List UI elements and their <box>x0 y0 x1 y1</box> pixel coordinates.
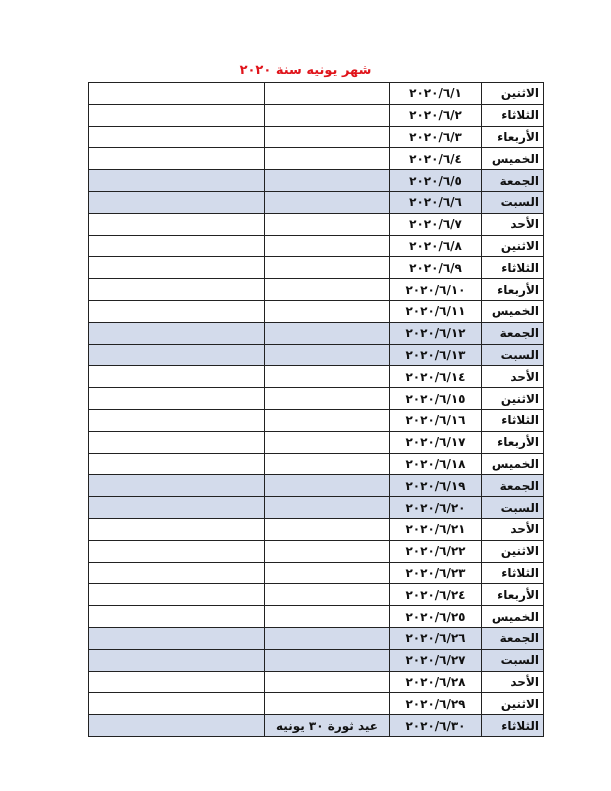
note-cell <box>265 475 390 497</box>
day-cell: الجمعة <box>482 475 544 497</box>
note-cell <box>265 191 390 213</box>
day-cell: الأحد <box>482 213 544 235</box>
table-row <box>89 344 544 366</box>
note-cell <box>265 671 390 693</box>
empty-cell <box>89 148 265 170</box>
date-cell: ٢٠٢٠/٦/٢٤ <box>390 584 482 606</box>
date-cell: ٢٠٢٠/٦/٢٩ <box>390 693 482 715</box>
day-cell: الجمعة <box>482 322 544 344</box>
date-cell: ٢٠٢٠/٦/٢٥ <box>390 606 482 628</box>
date-cell: ٢٠٢٠/٦/٢٨ <box>390 671 482 693</box>
note-cell <box>265 409 390 431</box>
note-cell <box>265 431 390 453</box>
empty-cell <box>89 475 265 497</box>
day-cell: الأربعاء <box>482 126 544 148</box>
date-cell: ٢٠٢٠/٦/٢١ <box>390 518 482 540</box>
day-cell: الثلاثاء <box>482 104 544 126</box>
table-row <box>89 170 544 192</box>
note-cell <box>265 257 390 279</box>
note-cell <box>265 235 390 257</box>
empty-cell <box>89 649 265 671</box>
june-calendar-table <box>88 82 544 737</box>
table-row <box>89 366 544 388</box>
date-cell: ٢٠٢٠/٦/٢ <box>390 104 482 126</box>
empty-cell <box>89 366 265 388</box>
table-row <box>89 409 544 431</box>
date-cell: ٢٠٢٠/٦/٧ <box>390 213 482 235</box>
date-cell: ٢٠٢٠/٦/١٣ <box>390 344 482 366</box>
table-row <box>89 104 544 126</box>
empty-cell <box>89 170 265 192</box>
day-cell: الاثنين <box>482 235 544 257</box>
note-cell <box>265 170 390 192</box>
table-row <box>89 300 544 322</box>
table-row <box>89 126 544 148</box>
date-cell: ٢٠٢٠/٦/١١ <box>390 300 482 322</box>
day-cell: السبت <box>482 191 544 213</box>
table-row <box>89 497 544 519</box>
table-row <box>89 518 544 540</box>
note-cell <box>265 584 390 606</box>
day-cell: الخميس <box>482 300 544 322</box>
empty-cell <box>89 671 265 693</box>
date-cell: ٢٠٢٠/٦/٢٢ <box>390 540 482 562</box>
empty-cell <box>89 235 265 257</box>
table-row <box>89 191 544 213</box>
table-row <box>89 540 544 562</box>
table-row <box>89 475 544 497</box>
day-cell: الخميس <box>482 453 544 475</box>
empty-cell <box>89 431 265 453</box>
day-cell: الاثنين <box>482 83 544 105</box>
note-cell <box>265 649 390 671</box>
note-cell <box>265 627 390 649</box>
day-cell: الاثنين <box>482 388 544 410</box>
day-cell: الجمعة <box>482 627 544 649</box>
note-cell <box>265 366 390 388</box>
date-cell: ٢٠٢٠/٦/١٧ <box>390 431 482 453</box>
day-cell: السبت <box>482 344 544 366</box>
date-cell: ٢٠٢٠/٦/٨ <box>390 235 482 257</box>
note-cell <box>265 322 390 344</box>
date-cell: ٢٠٢٠/٦/١٦ <box>390 409 482 431</box>
note-cell <box>265 606 390 628</box>
day-cell: الأحد <box>482 366 544 388</box>
note-cell <box>265 518 390 540</box>
table-row <box>89 213 544 235</box>
table-row <box>89 322 544 344</box>
date-cell: ٢٠٢٠/٦/٢٧ <box>390 649 482 671</box>
day-cell: الخميس <box>482 606 544 628</box>
day-cell: الثلاثاء <box>482 715 544 737</box>
note-cell <box>265 562 390 584</box>
day-cell: الاثنين <box>482 540 544 562</box>
day-cell: الخميس <box>482 148 544 170</box>
date-cell: ٢٠٢٠/٦/١٩ <box>390 475 482 497</box>
table-row <box>89 388 544 410</box>
empty-cell <box>89 344 265 366</box>
page-title: شهر يونيه سنة ٢٠٢٠ <box>239 63 372 78</box>
empty-cell <box>89 388 265 410</box>
table-row <box>89 584 544 606</box>
day-cell: الأربعاء <box>482 584 544 606</box>
note-cell <box>265 213 390 235</box>
table-row <box>89 693 544 715</box>
date-cell: ٢٠٢٠/٦/٣٠ <box>390 715 482 737</box>
day-cell: السبت <box>482 649 544 671</box>
empty-cell <box>89 715 265 737</box>
day-cell: السبت <box>482 497 544 519</box>
empty-cell <box>89 518 265 540</box>
table-row <box>89 235 544 257</box>
date-cell: ٢٠٢٠/٦/١٤ <box>390 366 482 388</box>
empty-cell <box>89 693 265 715</box>
note-cell <box>265 126 390 148</box>
empty-cell <box>89 322 265 344</box>
date-cell: ٢٠٢٠/٦/١٥ <box>390 388 482 410</box>
note-cell <box>265 279 390 301</box>
note-cell <box>265 693 390 715</box>
day-cell: الأربعاء <box>482 431 544 453</box>
date-cell: ٢٠٢٠/٦/١٢ <box>390 322 482 344</box>
empty-cell <box>89 584 265 606</box>
date-cell: ٢٠٢٠/٦/١٨ <box>390 453 482 475</box>
note-cell <box>265 540 390 562</box>
day-cell: الثلاثاء <box>482 409 544 431</box>
date-cell: ٢٠٢٠/٦/٢٦ <box>390 627 482 649</box>
empty-cell <box>89 497 265 519</box>
empty-cell <box>89 126 265 148</box>
table-row <box>89 562 544 584</box>
note-cell <box>265 497 390 519</box>
note-cell <box>265 453 390 475</box>
empty-cell <box>89 540 265 562</box>
empty-cell <box>89 191 265 213</box>
date-cell: ٢٠٢٠/٦/١٠ <box>390 279 482 301</box>
date-cell: ٢٠٢٠/٦/٦ <box>390 191 482 213</box>
day-cell: الاثنين <box>482 693 544 715</box>
table-row <box>89 257 544 279</box>
note-cell <box>265 104 390 126</box>
day-cell: الأحد <box>482 518 544 540</box>
table-row <box>89 453 544 475</box>
date-cell: ٢٠٢٠/٦/٢٠ <box>390 497 482 519</box>
table-row <box>89 671 544 693</box>
note-cell <box>265 83 390 105</box>
note-cell <box>265 148 390 170</box>
date-cell: ٢٠٢٠/٦/٤ <box>390 148 482 170</box>
table-row <box>89 649 544 671</box>
note-cell: عيد ثورة ٣٠ يونيه <box>265 715 390 737</box>
table-row <box>89 148 544 170</box>
empty-cell <box>89 409 265 431</box>
table-row <box>89 715 544 737</box>
date-cell: ٢٠٢٠/٦/٥ <box>390 170 482 192</box>
date-cell: ٢٠٢٠/٦/٢٣ <box>390 562 482 584</box>
empty-cell <box>89 83 265 105</box>
table-row <box>89 83 544 105</box>
table-row <box>89 431 544 453</box>
note-cell <box>265 388 390 410</box>
date-cell: ٢٠٢٠/٦/٩ <box>390 257 482 279</box>
note-cell <box>265 344 390 366</box>
calendar-body <box>89 83 544 737</box>
table-row <box>89 627 544 649</box>
day-cell: الثلاثاء <box>482 257 544 279</box>
empty-cell <box>89 453 265 475</box>
date-cell: ٢٠٢٠/٦/٣ <box>390 126 482 148</box>
date-cell: ٢٠٢٠/٦/١ <box>390 83 482 105</box>
empty-cell <box>89 213 265 235</box>
empty-cell <box>89 279 265 301</box>
day-cell: الجمعة <box>482 170 544 192</box>
day-cell: الثلاثاء <box>482 562 544 584</box>
empty-cell <box>89 104 265 126</box>
empty-cell <box>89 627 265 649</box>
empty-cell <box>89 562 265 584</box>
day-cell: الأحد <box>482 671 544 693</box>
note-cell <box>265 300 390 322</box>
day-cell: الأربعاء <box>482 279 544 301</box>
table-row <box>89 279 544 301</box>
empty-cell <box>89 606 265 628</box>
table-row <box>89 606 544 628</box>
empty-cell <box>89 300 265 322</box>
empty-cell <box>89 257 265 279</box>
